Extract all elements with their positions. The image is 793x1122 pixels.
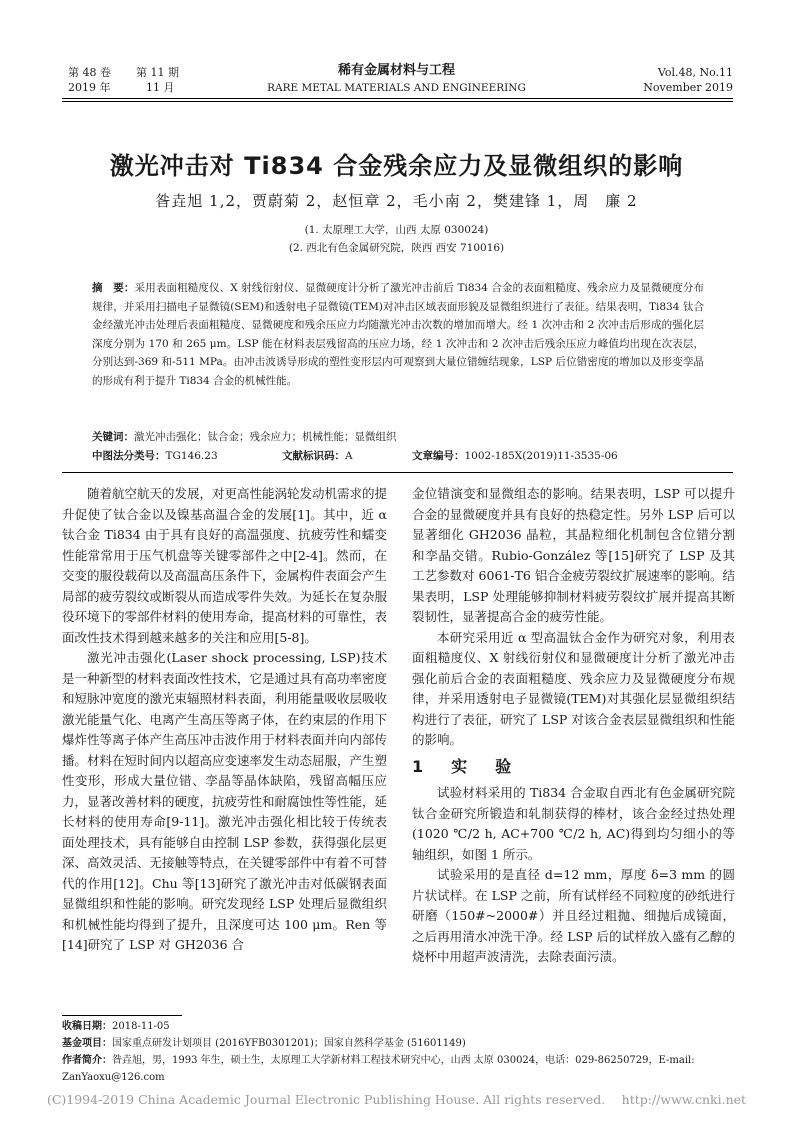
keywords (92, 429, 704, 444)
header-issue: 第 11 期 (136, 66, 179, 79)
abstract (92, 279, 704, 390)
keywords-text: 激光冲击强化；钛合金；残余应力；机械性能；显微组织 (134, 431, 397, 443)
keywords-label: 关键词： (92, 431, 134, 443)
fund-info: 基金项目：国家重点研发计划项目 (2016YFB0301201)；国家自然科学基金 (51601149) (62, 1038, 466, 1049)
header-rule-top (62, 98, 733, 99)
header-date-en: November 2019 (643, 81, 733, 94)
author-bio: 作者简介：昝垚旭，男，1993 年生，硕士生，太原理工大学新材料工程技术研究中心，山西 太原 030024，电话：029-86250729，E-mail: ZanYaoxu@126.com (62, 1055, 695, 1083)
article-title: 激光冲击对 Ti834 合金残余应力及显微组织的影响 (109, 152, 684, 180)
header-volume: 第 48 卷 (68, 66, 111, 79)
affiliation-2: (2. 西北有色金属研究院，陕西 西安 710016) (288, 242, 505, 254)
right-paragraph-continued: 金位错演变和显微组态的影响。结果表明，LSP 可以提升合金的显微硬度并具有良好的热稳定性。另外 LSP 后可以显著细化 GH2036 晶粒，其晶粒细化机制包含位错分割和孪晶交错。Rubio-González 等[15]研究了 LSP 及其工艺参数对 6061-T6 铝合金疲劳裂纹扩展速率的影响。结果表明，LSP 处理能够抑制材料疲劳裂纹扩展并提高其断裂韧性，显著提高合金的疲劳性能。 (412, 486, 735, 624)
affiliation-1: (1. 太原理工大学，山西 太原 030024) (304, 224, 489, 236)
body-left-column (62, 484, 387, 956)
material-paragraph: 试验材料采用的 Ti834 合金取自西北有色金属研究院钛合金研究所锻造和轧制获得的棒材，该合金经过热处理(1020 ℃/2 h, AC+700 ℃/2 h, AC)得到均匀细小的等轴组织，如图 1 所示。 (412, 785, 735, 862)
document-code: 文献标识码：A (282, 450, 353, 462)
intro-paragraph-1: 随着航空航天的发展，对更高性能涡轮发动机需求的提升促使了钛合金以及镍基高温合金的发展[1]。其中，近 α 钛合金 Ti834 由于具有良好的高温强度、抗疲劳性和蠕变性能常常用于压气机盘等关键零部件之中[2-4]。然而，在交变的服役载荷以及高温高压条件下，金属构件表面会产生局部的疲劳裂纹或断裂从而造成零件失效。为延长在复杂服役环境下的零部件材料的使用寿命，提高材料的可靠性，表面改性技术得到越来越多的关注和应用[5-8]。 (62, 486, 388, 645)
footnote-rule (62, 1015, 182, 1016)
header-volume-en: Vol.48, No.11 (657, 66, 733, 79)
received-date: 收稿日期：2018-11-05 (62, 1021, 170, 1032)
section-heading-experiment: 1 实 验 (412, 756, 518, 776)
abstract-text: 采用表面粗糙度仪、X 射线衍射仪、显微硬度计分析了激光冲击前后 Ti834 合金的表面粗糙度、残余应力及显微硬度分布规律，并采用扫描电子显微镜(SEM)和透射电子显微镜(TEM)对冲击区域表面形貌及显微组织进行了表征。结果表明，Ti834 钛合金经激光冲击处理后表面粗糙度、显微硬度和残余压应力均随激光冲击次数的增加而增大。经 1 次冲击和 2 次冲击后形成的强化层深度分别为 170 和 265 μm。LSP 能在材料表层残留高的压应力场，经 1 次冲击和 2 次冲击后残余压应力峰值均出现在次表层，分别达到-369 和-511 MPa。由冲击波诱导形成的塑性变形层内可观察到大量位错缠结现象，LSP 后位错密度的增加以及形变孪晶的形成有利于提升 Ti834 合金的机械性能。 (92, 282, 705, 387)
intro-paragraph-2: 激光冲击强化(Laser shock processing, LSP)技术是一种新型的材料表面改性技术，它是通过具有高功率密度和短脉冲宽度的激光束辐照材料表面，利用能量吸收层吸收激光能量气化、电离产生高压等离子体，在约束层的作用下爆炸性等离子体产生高压冲击波作用于材料表面并向内部传播。材料在短时间内以超高应变速率发生动态屈服，产生塑性变形，形成大量位错、孪晶等晶体缺陷，残留高幅压应力，显著改善材料的硬度，抗疲劳性和耐腐蚀性等性能，延长材料的使用寿命[9-11]。激光冲击强化相比较于传统表面处理技术，具有能够自由控制 LSP 参数，获得强化层更深、高效灵活、无接触等特点，在关键零部件中有着不可替代的作用[12]。Chu 等[13]研究了激光冲击对低碳钢表面显微组织和性能的影响。研究发现经 LSP 处理后显微组织和机械性能均得到了提升，且深度可达 100 μm。Ren 等[14]研究了 LSP 对 GH2036 合 (62, 650, 388, 952)
clc-code: 中图法分类号：TG146.23 (92, 450, 218, 462)
journal-title-en: RARE METAL MATERIALS AND ENGINEERING (267, 82, 526, 94)
article-number: 文章编号：1002-185X(2019)11-3535-06 (412, 450, 618, 462)
footnotes (62, 1018, 742, 1086)
body-right-column (412, 484, 735, 968)
research-aim-paragraph: 本研究采用近 α 型高温钛合金作为研究对象，利用表面粗糙度仪、X 射线衍射仪和显微硬度计分析了激光冲击强化前后合金的表面粗糙度、残余应力及显微硬度分布规律，并采用透射电子显微镜(TEM)对其强化层显微组织结构进行了表征，研究了 LSP 对该合金表层显微组织和性能的影响。 (412, 629, 735, 747)
journal-title-cn: 稀有金属材料与工程 (337, 63, 455, 78)
header-year: 2019 年 (68, 81, 111, 94)
header-month: 11 月 (146, 81, 175, 94)
abstract-label: 摘 要： (92, 282, 135, 294)
header-rule-bottom (62, 101, 733, 102)
author-list: 昝垚旭 1,2，贾蔚菊 2，赵恒章 2，毛小南 2，樊建锋 1，周 廉 2 (155, 192, 638, 210)
specimen-paragraph: 试验采用的是直径 d=12 mm，厚度 δ=3 mm 的圆片状试样。在 LSP 之前，所有试样经不同粒度的砂纸进行研磨（150#~2000#）并且经过粗抛、细抛后成镜面，之后再用清水冲洗干净。经 LSP 后的试样放入盛有乙醇的烧杯中用超声波清洗，去除表面污渍。 (412, 867, 735, 964)
abstract-separator (62, 472, 733, 473)
cnki-watermark: (C)1994-2019 China Academic Journal Electronic Publishing House. All rights reserved. http://www.cnki.net (46, 1092, 747, 1107)
